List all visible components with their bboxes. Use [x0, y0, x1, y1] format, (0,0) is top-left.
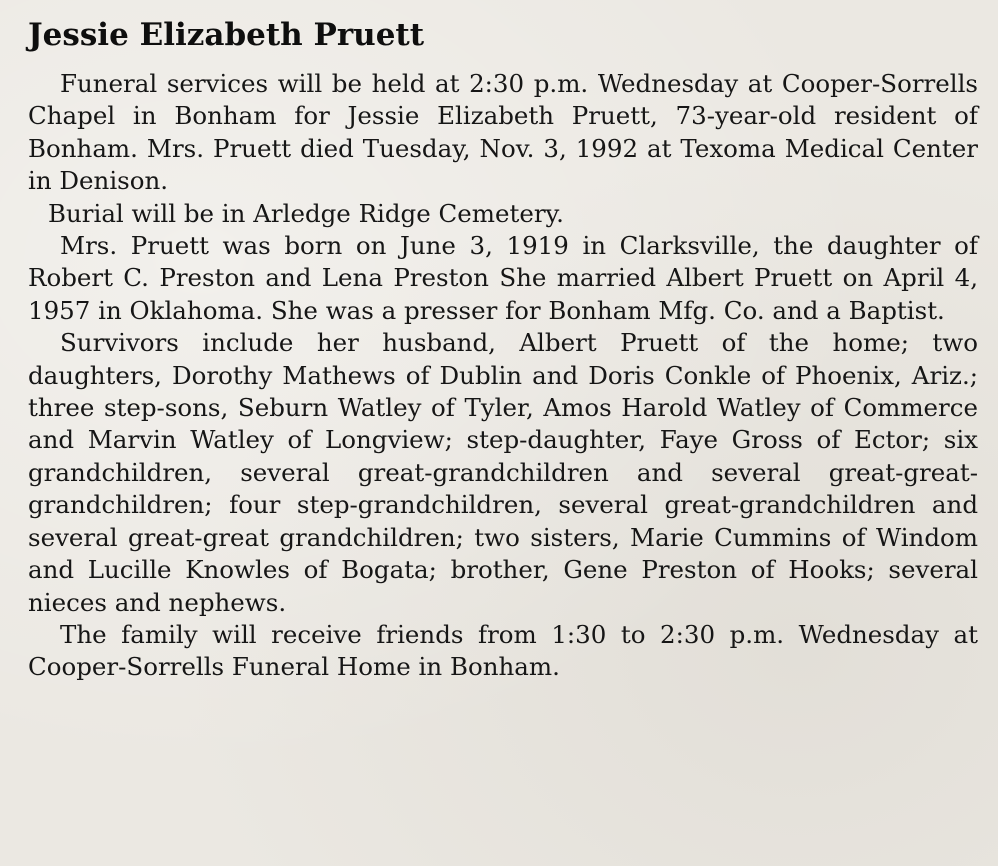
paragraph-survivors: Survivors include her husband, Albert Pruett of the home; two daughters, Dorothy Mathews of Dublin and Doris Conkle of Phoenix, Ariz.; three step-sons, Seburn Watley of Tyler, Amos Harold Watley of Commerce and Marvin Watley of Longview; step-daughter, Faye Gross of Ector; six grandchildren, several great-grandchildren and several great-great-grandchildren; four step-grandchildren, several great-grandchildren and several great-great grandchildren; two sisters, Marie Cummins of Windom and Lucille Knowles of Bogata; brother, Gene Preston of Hooks; several nieces and nephews.: [28, 328, 978, 617]
obituary-headline: Jessie Elizabeth Pruett: [28, 17, 425, 53]
paragraph-burial: Burial will be in Arledge Ridge Cemetery.: [48, 198, 564, 228]
paragraph-visitation: The family will receive friends from 1:30 to 2:30 p.m. Wednesday at Cooper-Sorrells Funeral Home in Bonham.: [28, 619, 978, 682]
paragraph-funeral-services: Funeral services will be held at 2:30 p.m. Wednesday at Cooper-Sorrells Chapel in Bonham for Jessie Elizabeth Pruett, 73-year-old resident of Bonham. Mrs. Pruett died Tuesday, Nov. 3, 1992 at Texoma Medical Center in Denison.: [28, 69, 978, 196]
paragraph-biography: Mrs. Pruett was born on June 3, 1919 in Clarksville, the daughter of Robert C. Preston and Lena Preston She married Albert Pruett on April 4, 1957 in Oklahoma. She was a presser for Bonham Mfg. Co. and a Baptist.: [28, 231, 978, 325]
